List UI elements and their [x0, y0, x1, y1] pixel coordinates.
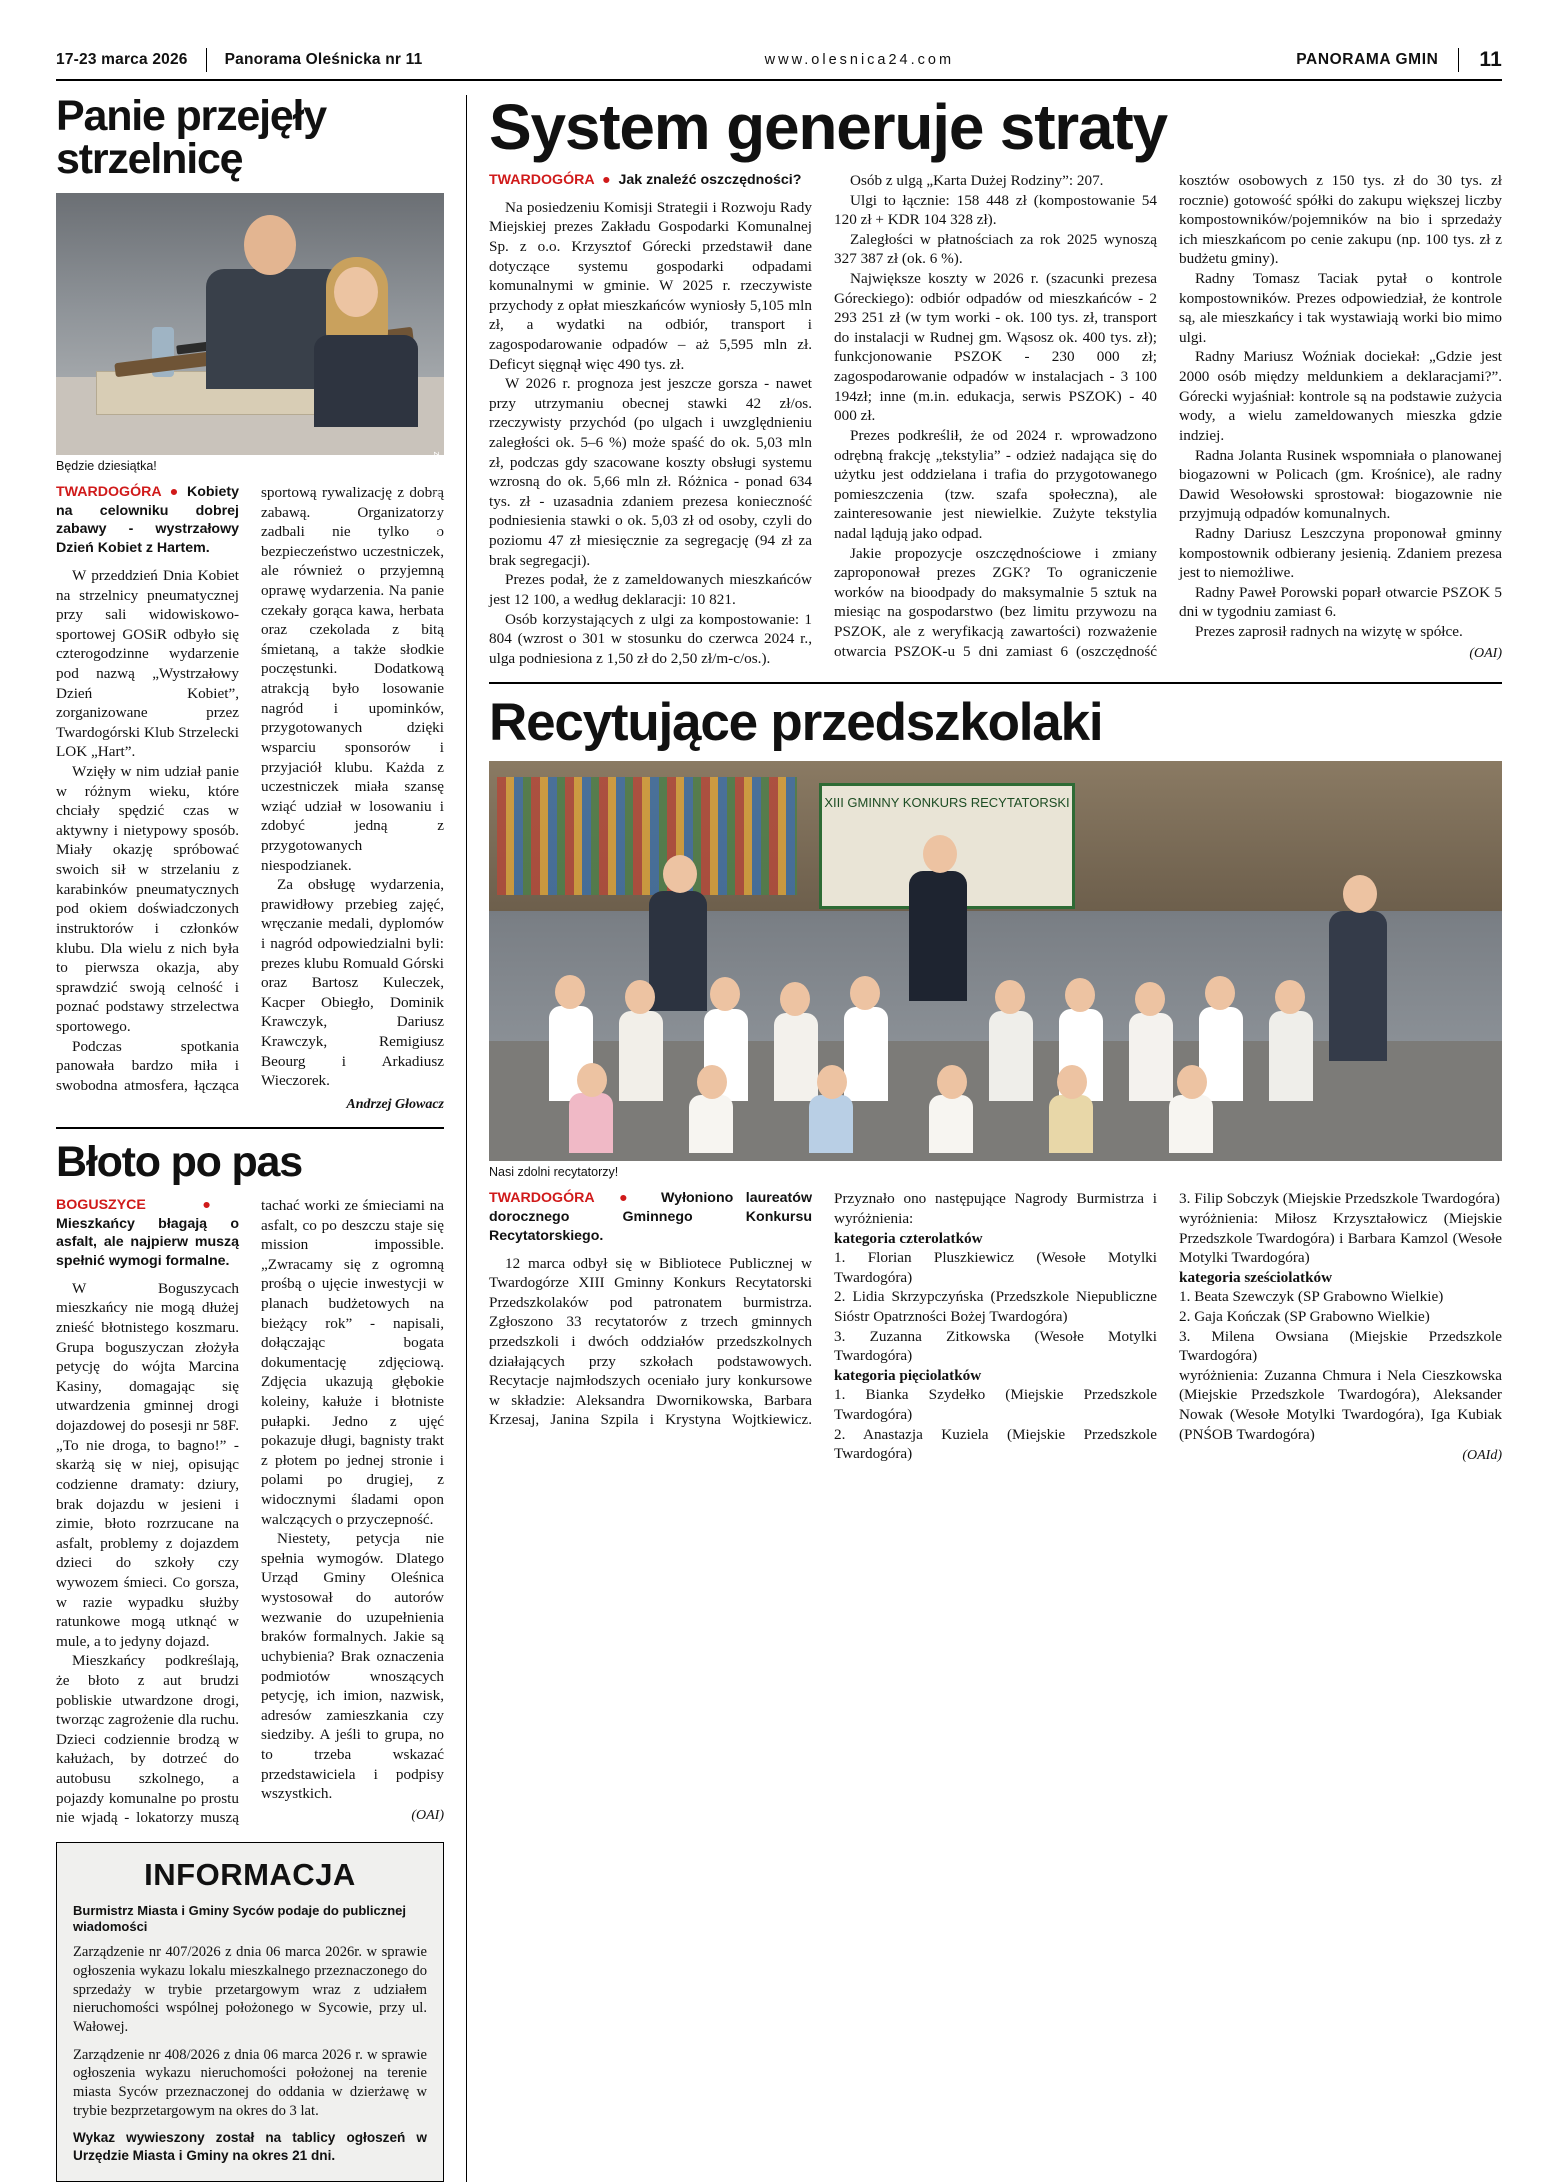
article-recital-caption: Nasi zdolni recytatorzy! — [489, 1165, 619, 1180]
photo-credit: Fot. Andrzej Głowacz — [431, 451, 441, 543]
contest-banner-text: XIII GMINNY KONKURS RECYTATORSKI — [824, 795, 1070, 811]
article-shooting-signature: Andrzej Głowacz — [346, 1096, 444, 1112]
paragraph: Podczas spotkania panowała bardzo miła i swobodna atmosfera, łącząca sportową rywalizację z dobrą zabawą. Organizatorzy zadbali nie tylko o bezpieczeństwo uczestniczek, ale również o przyjemną oprawę wydarzenia. Na panie czekały gorąca kawa, herbata oraz czekolada z bitą śmietaną, a także słodkie poczęstunki. Dodatkową atrakcją było losowanie nagród i upominków, przygotowanych dzięki wsparciu sponsorów i przyjaciół klubu. Każda z uczestniczek miała szansę wziąć udział w losowaniu i zdobyć jedną z przygotowanych niespodzianek. — [56, 484, 444, 1094]
page-content — [56, 91, 1502, 2182]
article-recital-signature: (OAId) — [1462, 1448, 1502, 1464]
info-box-paragraph: Zarządzenie nr 408/2026 z dnia 06 marca 2026 r. w sprawie ogłoszenia wykazu nieruchomości położonej na terenie miasta Syców przeznaczonej do oddania w dzierżawę w trybie bezprzetargowym na okres do 3 lat. — [73, 2046, 427, 2119]
category-entry: 1. Florian Pluszkiewicz (Wesołe Motylki Twardogóra) — [834, 1249, 1157, 1286]
distinction-entry: Miłosz Krzyształowicz (Miejskie Przedszkole Twardogóra) i Barbara Kamzol (Wesołe Motylki Twardogóra) — [1179, 1209, 1502, 1267]
article-system-body — [489, 171, 1502, 668]
lead-text: Wyłoniono laureatów dorocznego Gminnego Konkursu Recytatorskiego. — [489, 1190, 812, 1244]
paragraph: Osób korzystających z ulgi za kompostowanie: 1 804 (wzrost o 301 w stosunku do czerwca 2024 r., ulga podniesiona z 1,50 zł do 2,50 zł/m-c/os.). — [489, 610, 812, 667]
article-recital-lead — [489, 1189, 812, 1245]
article-shooting — [56, 92, 444, 1113]
paragraph: Radny Dariusz Leszczyna proponował gminny kompostownik odbierany jesienią. Zdaniem prezesa jest to niemożliwe. — [1179, 524, 1502, 582]
page-masthead — [56, 48, 1502, 79]
article-system-headline: System generuje straty — [489, 91, 1167, 163]
paragraph: W 2026 r. prognoza jest jeszcze gorsza - nawet przy utrzymaniu obecnej stawki 42 zł/os. rzeczywisty przychód (po ulgach i uwzględnieniu zaległości ok. 5–6 %) może spaść do ok. 5,03 mln zł, podczas gdy szacowane koszty obsługi systemu wzrosną do ok. 5,66 mln zł. Różnica - ponad 634 tys. zł - uzasadnia zdaniem prezesa konieczność podniesienia stawki o ok. 5,03 zł od osoby, czyli do poziomu 47 zł miesięcznie za segregację (94 zł za brak segregacji). — [489, 375, 812, 569]
paragraph: W przeddzień Dnia Kobiet na strzelnicy pneumatycznej przy sali widowiskowo-sportowej GOSiR odbyło się czterogodzinne wydarzenie pod nazwą „Wystrzałowy Dzień Kobiet”, zorganizowane przez Twardogórski Klub Strzelecki LOK „Hart”. — [56, 566, 239, 761]
section-name: PANORAMA GMIN — [1296, 51, 1439, 68]
category-entry: 2. Gaja Kończak (SP Grabowno Wielkie) — [1179, 1308, 1430, 1326]
lead-bullet-icon: ● — [165, 484, 183, 500]
lead-place: TWARDOGÓRA — [489, 1190, 595, 1207]
paragraph: Radna Jolanta Rusinek wspomniała o planowanej biogazowni w Policach (gm. Krośnice), ale radny Dawid Wesołowski sprostował: biogazownie nie przyjmują odpadów komunalnych. — [1179, 446, 1502, 523]
article-system-signature: (OAI) — [1469, 645, 1502, 661]
paragraph: Prezes podkreślił, że od 2024 r. wprowadzono odrębną frakcję „tekstylia” - odzież nadająca się do użytku jest oddzielana i trafia do przygotowanego pomieszczenia (tzw. szafa społeczna), ale zainteresowanie jest niewielkie. Zużyte tekstylia nadal lądują jako odpad. — [834, 426, 1157, 542]
article-shooting-lead — [56, 483, 239, 558]
lead-bullet-icon: ● — [174, 1196, 239, 1213]
paragraph: Za obsługę wydarzenia, prawidłowy przebieg zajęć, wręczanie medali, dyplomów i nagród odpowiedzialni byli: prezes klubu Romuald Górski oraz Bartosz Kuleczek, Kacper Obiegło, Dominik Krawczyk, Dariusz Krawczyk, Remigiusz Beourg i Arkadiusz Wieczorek. — [261, 876, 444, 1090]
lead-text: Kobiety na celowniku dobrej zabawy - wystrzałowy Dzień Kobiet z Hartem. — [56, 484, 239, 557]
lead-place: TWARDOGÓRA — [489, 172, 595, 188]
category-heading: kategoria czterolatków — [834, 1229, 983, 1247]
lead-text: Jak znaleźć oszczędności? — [618, 172, 802, 188]
article-recital — [489, 693, 1502, 1464]
distinctions-label: wyróżnienia: Zuzanna Chmura i Nela Cieszkowska (Miejskie Przedszkole Twardogóra), Aleksander Nowak (Wesołe Motylki Twardogóra), Iga Kubiak (PNŚOB Twardogóra) — [1179, 1366, 1502, 1443]
paragraph: Największe koszty w 2026 r. (szacunki prezesa Góreckiego): odbiór odpadów od mieszkańców - 2 293 251 zł (w tym worki - ok. 100 tys. zł, transport do instalacji w Rudnej gm. Wąsosz ok. 400 tys. zł); funkcjonowanie PSZOK - 230 000 zł; zagospodarowanie odpadów w instalacjach - 3 100 194zł; inne (m.in. edukacja, serwis PSZOK) - 40 000 zł. — [834, 270, 1157, 425]
paragraph: Jakie propozycje oszczędnościowe i zmiany zaproponował prezes ZGK? To ograniczenie worków na bioodpady do maksymalnie 5 sztuk na miesiąc na gospodarstwo (bez limitu przywozu na PSZOK, ale z weryfikacją zawartości) rozważenie otwarcia PSZOK-u 5 dni zamiast 6 (oszczędność kosztów osobowych z 150 tys. zł do 30 tys. zł rocznie) gotowość spółki do zakupu większej liczby kompostowników/pojemników na bio i sprzedaży ich mieszkańcom po cenie zakupu (np. 100 tys. zł z budżetu gminy). — [834, 172, 1502, 660]
category-heading: kategoria pięciolatków — [834, 1366, 982, 1384]
lead-place: TWARDOGÓRA — [56, 484, 162, 500]
lead-text: Mieszkańcy błagają o asfalt, ale najpierw muszą spełnić wymogi formalne. — [56, 1215, 239, 1270]
category-entry: 3. Zuzanna Zitkowska (Wesołe Motylki Twardogóra) — [834, 1327, 1157, 1365]
paragraph: Prezes zaprosił radnych na wizytę w spółce. — [1195, 623, 1463, 641]
paragraph: Na posiedzeniu Komisji Strategii i Rozwoju Rady Miejskiej prezes Zakładu Gospodarki Komunalnej Sp. z o.o. Krzysztof Górecki przedstawił dane dotyczące systemu gospodarki odpadami komunalnymi w gminie. W 2025 r. rzeczywiste przychody z opłat mieszkańców wyniosły 5,105 mln zł, a wydatki na odbiór, transport i zagospodarowanie odpadów – aż 5,595 mln zł. Deficyt sięgnął więc 490 tys. zł. — [489, 198, 812, 373]
section-rule — [489, 682, 1502, 684]
lead-bullet-icon: ● — [598, 172, 615, 188]
paragraph: Radny Tomasz Taciak pytał o kontrole kompostowników. Prezes odpowiedział, że kontrole są, ale mieszkańcy i tak wystawiają worki bio mimo ulgi. — [1179, 270, 1502, 346]
right-column — [466, 91, 1502, 2182]
article-mud-lead — [56, 1196, 239, 1271]
article-mud-headline: Błoto po pas — [56, 1137, 302, 1186]
category-entry: 1. Beata Szewczyk (SP Grabowno Wielkie) — [1179, 1288, 1444, 1306]
section-rule — [56, 1127, 444, 1129]
article-mud-body — [56, 1196, 444, 1828]
article-recital-headline: Recytujące przedszkolaki — [489, 693, 1103, 753]
paragraph: Ulgi to łącznie: 158 448 zł (kompostowanie 54 120 zł + KDR 104 328 zł). — [834, 191, 1157, 229]
article-mud-signature: (OAI) — [411, 1807, 444, 1823]
article-system-lead — [489, 171, 812, 190]
page-number: 11 — [1458, 48, 1502, 72]
category-entry: 3. Filip Sobczyk (Miejskie Przedszkole Twardogóra) — [1179, 1190, 1500, 1208]
info-box-subtitle: Burmistrz Miasta i Gminy Syców podaje do publicznej wiadomości — [73, 1902, 407, 1935]
lead-bullet-icon: ● — [606, 1190, 649, 1207]
category-entry: 3. Milena Owsiana (Miejskie Przedszkole Twardogóra) — [1179, 1327, 1502, 1365]
paragraph: Osób z ulgą „Karta Dużej Rodziny”: 207. — [850, 172, 1104, 189]
paragraph: Mieszkańcy podkreślają, że błoto z aut brudzi pobliskie utwardzone drogi, tworząc zagrożenie dla ruchu. Dzieci codziennie brodzą w kałużach, by dotrzeć do autobusu szkolnego, a pojazdy komunalne po prostu nie wjadą - lokatorzy muszą tachać worki ze śmieciami na asfalt, co po deszczu staje się mission impossible. „Zwracamy się z ogromną prośbą o ujęcie inwestycji w planach budżetowych na bieżący rok” - napisali, dołączając bogata dokumentację zdjęciową. Zdjęcia ukazują głębokie koleiny, kałuże i błotniste pułapki. Jedno z ujęć pokazuje długi, bagnisty trakt z płotem po jednej stronie i polami po drugiej, z widocznymi śladami opon walczących o przyczepność. — [56, 1196, 444, 1827]
article-system — [489, 91, 1502, 668]
paragraph: Niestety, petycja nie spełnia wymogów. Dlatego Urząd Gminy Oleśnica wystosował do autorów wezwanie do uzupełnienia braków formalnych. Jakie są uchybienia? Brak oznaczenia podmiotów wnoszących petycję, ich imion, nazwisk, adresów zamieszkania czy siedziby. A jeśli to grupa, no to trzeba wskazać przedstawiciela i podpisy wszystkich. — [261, 1530, 444, 1803]
paragraph: W Boguszycach mieszkańcy nie mogą dłużej znieść błotnistego koszmaru. Grupa boguszyczan złożyła petycję do wójta Marcina Kasiny, domagając się utwardzenia gminnej drogi dojazdowej do posesji nr 58F. „To nie droga, to bagno!” - skarżą się w niej, opisując codzienne dramaty: dziury, brak dojazdu w jesieni i zimie, błoto rozrzucane na asfalt, problemy z dojazdem dzieci do szkoły czy wywozem śmieci. Co gorsza, w razie wypadku służby ratunkowe mogą utknąć w mule, a to jedyny dojazd. — [56, 1279, 239, 1650]
masthead-divider — [206, 48, 207, 72]
paragraph: Radny Mariusz Woźniak dociekał: „Gdzie jest 2000 osób między meldunkiem a deklaracjami?”. Górecki wyjaśniał: kontrole są na podstawie zużycia wody, a wielu zameldowanych mieszka gdzie indziej. — [1179, 348, 1502, 444]
info-box-footer: Wykaz wywieszony został na tablicy ogłoszeń w Urzędzie Miasta i Gminy na okres 21 dni. — [73, 2130, 427, 2164]
article-shooting-body — [56, 483, 444, 1113]
category-entry: 2. Anastazja Kuziela (Miejskie Przedszkole Twardogóra) — [834, 1425, 1157, 1463]
category-entry: 2. Lidia Skrzypczyńska (Przedszkole Niepubliczne Sióstr Opatrzności Bożej Twardogóra) — [834, 1288, 1157, 1326]
paragraph: Prezes podał, że z zameldowanych mieszkańców jest 12 100, a według deklaracji: 10 821. — [489, 571, 812, 608]
distinctions-label: wyróżnienia: Miłosz Krzyształowicz (Miejskie Przedszkole Twardogóra) i Barbara Kamzol (Wesołe Motylki Twardogóra) — [1179, 1209, 1502, 1267]
article-recital-body — [489, 1189, 1502, 1464]
article-recital-photo — [489, 761, 1502, 1161]
article-shooting-caption: Będzie dziesiątka! — [56, 459, 157, 473]
paper-name: Panorama Oleśnicka nr 11 — [224, 51, 423, 68]
category-entry: 1. Bianka Szydełko (Miejskie Przedszkole Twardogóra) — [834, 1386, 1157, 1424]
article-shooting-headline: Panie przejęły strzelnicę — [56, 92, 327, 183]
article-mud — [56, 1137, 444, 1828]
paragraph: Wzięły w nim udział panie w różnym wieku, które chciały spędzić czas w aktywny i nietypowy sposób. Miały okazję spróbować swoich sił w strzelaniu z karabinków pneumatycznych pod okiem doświadczonych instruktorów i członków klubu. Dla wielu z nich była to pierwsza okazja, aby sprawdzić swoją celność i poznać podstawy strzelectwa sportowego. — [56, 763, 239, 1035]
paragraph: Radny Paweł Porowski poparł otwarcie PSZOK 5 dni w tygodniu zamiast 6. — [1179, 583, 1502, 621]
info-box-paragraph: Zarządzenie nr 407/2026 z dnia 06 marca 2026r. w sprawie ogłoszenia wykazu lokalu mieszkalnego przeznaczonego do sprzedaży w trybie przetargowym wraz z udziałem nieruchomości wspólnej położonego w Sycowie, przy ul. Wałowej. — [73, 1944, 427, 2036]
category-heading: kategoria sześciolatków — [1179, 1268, 1333, 1286]
website-url: www.olesnica24.com — [764, 52, 955, 68]
paragraph: 12 marca odbył się w Bibliotece Publicznej w Twardogórze XIII Gminny Konkurs Recytatorski Przedszkolaków pod patronatem burmistrza. Zgłoszono 33 recytatorów z trzech gminnych przedszkoli i dwóch oddziałów przedszkolnych działających przy szkołach podstawowych. Recytacje najmłodszych oceniało jury konkursowe w składzie: Aleksandra Dwornikowska, Barbara Krzesaj, Janina Szpila i Krystyna Wojtkiewicz. Przyznało ono następujące Nagrody Burmistrza i wyróżnienia: — [489, 1190, 1157, 1429]
lead-place: BOGUSZYCE — [56, 1196, 146, 1213]
distinction-entry: Zuzanna Chmura i Nela Cieszkowska (Miejskie Przedszkole Twardogóra), Aleksander Nowak (Wesołe Motylki Twardogóra), Iga Kubiak (PNŚOB Twardogóra) — [1179, 1366, 1502, 1443]
issue-date: 17-23 marca 2026 — [56, 51, 188, 68]
info-box-title: INFORMACJA — [144, 1856, 356, 1892]
masthead-rule — [56, 79, 1502, 81]
paragraph: Zaległości w płatnościach za rok 2025 wynoszą 327 387 zł (ok. 6 %). — [834, 230, 1157, 268]
left-column — [56, 92, 466, 2182]
information-box — [56, 1842, 444, 2182]
